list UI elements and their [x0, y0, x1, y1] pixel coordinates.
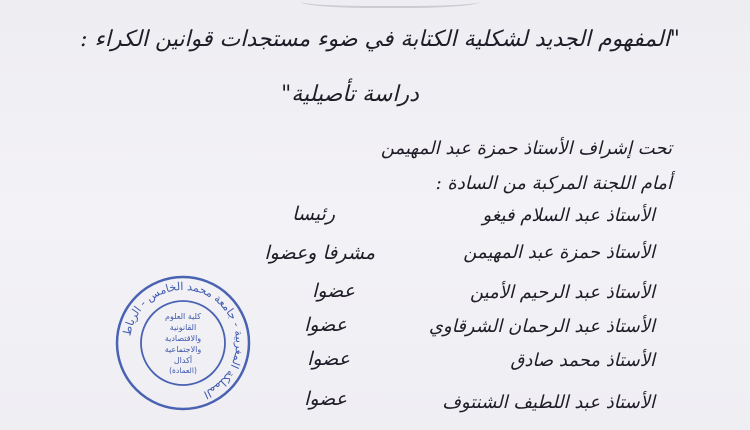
committee-member-6	[235, 388, 655, 420]
seal-line: كلية العلوم	[165, 312, 201, 321]
member-role: عضوا	[304, 388, 347, 410]
seal-line: أكدال	[173, 356, 193, 365]
member-name: الأستاذ عبد الرحيم الأمين	[469, 282, 655, 303]
faculty-seal-stamp	[113, 273, 253, 413]
committee-member-4	[235, 316, 655, 344]
thesis-title: "المفهوم الجديد لشكلية الكتابة في ضوء مستجدات قوانين الكراء :	[80, 27, 680, 52]
seal-line: والاقتصادية	[164, 334, 202, 343]
cropped-top-text	[300, 0, 480, 8]
member-name: الأستاذ عبد الرحمان الشرقاوي	[428, 316, 655, 337]
member-role: رئيسا	[292, 203, 335, 225]
thesis-subtitle: دراسة تأصيلية"	[281, 82, 419, 107]
member-name: الأستاذ عبد السلام فيغو	[482, 205, 655, 226]
supervision-line: تحت إشراف الأستاذ حمزة عبد المهيمن	[380, 138, 672, 159]
member-name: الأستاذ عبد اللطيف الشنتوف	[442, 392, 655, 413]
member-role: مشرفا وعضوا	[264, 242, 375, 264]
member-role: عضوا	[307, 348, 350, 370]
seal-ring-text: المملكة المغربية - جامعة محمد الخامس - الرباط	[120, 279, 247, 402]
member-role: عضوا	[304, 314, 347, 336]
committee-member-2	[235, 242, 655, 270]
committee-member-3	[235, 282, 655, 310]
member-name: الأستاذ محمد صادق	[510, 350, 655, 371]
member-role: عضوا	[312, 280, 355, 302]
committee-heading: أمام اللجنة المركبة من السادة :	[435, 173, 672, 194]
seal-line: القانونية	[169, 323, 197, 332]
seal-line: والاجتماعية	[164, 345, 202, 354]
committee-member-1	[235, 205, 655, 233]
seal-line: (العمادة)	[169, 366, 197, 375]
member-name: الأستاذ حمزة عبد المهيمن	[463, 242, 655, 263]
committee-member-5	[235, 350, 655, 378]
